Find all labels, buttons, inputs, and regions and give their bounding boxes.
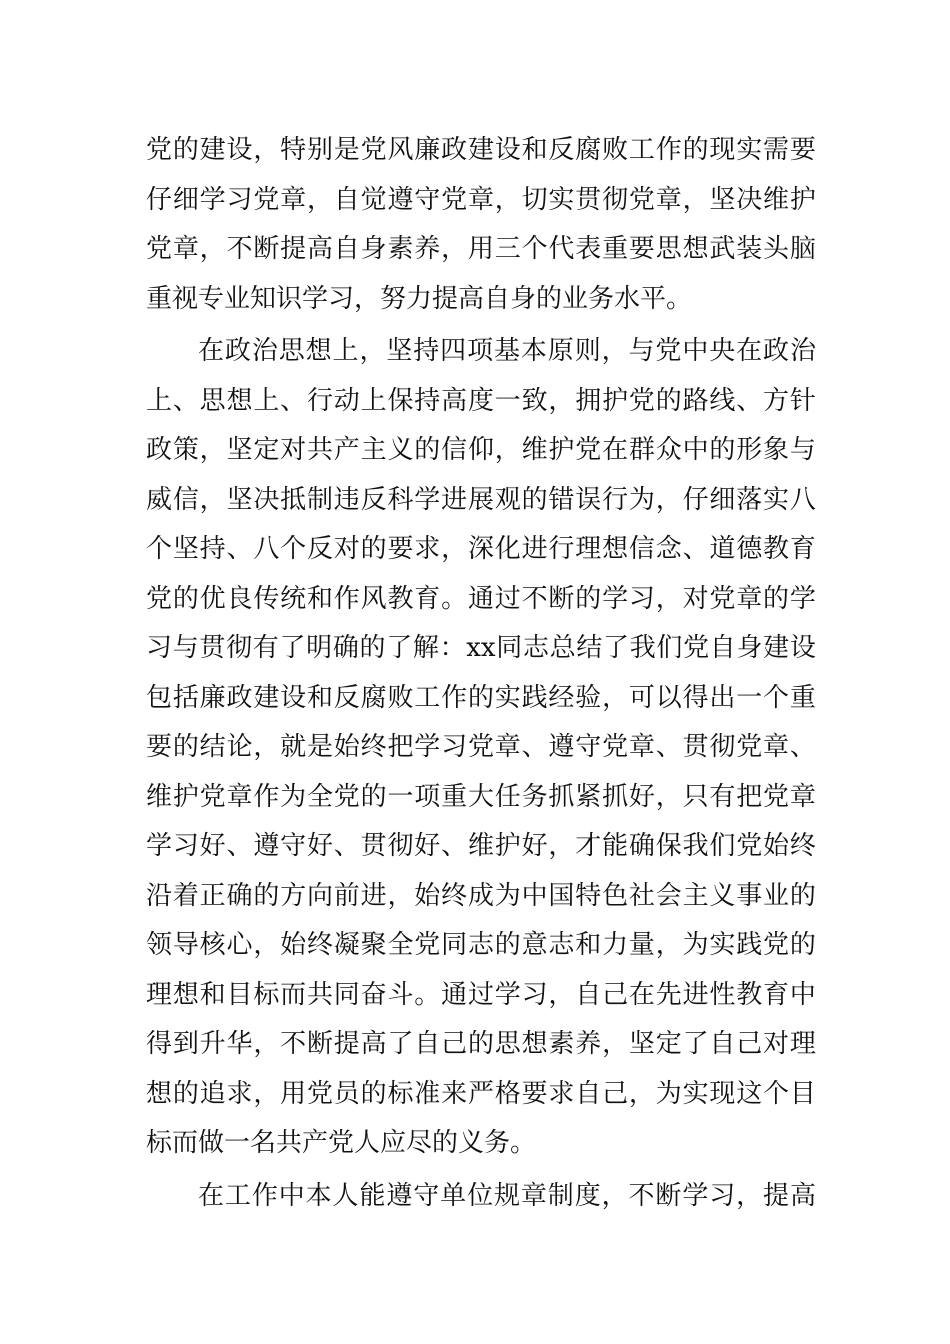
text-line: 上 、 思 想 上 、 行 动 上 保 持 高 度 一 致 ， 拥 护 党 的 路 线 、 方 针	[146, 385, 816, 416]
document-body	[146, 126, 816, 1221]
text-line: 政 策 ， 坚 定 对 共 产 主 义 的 信 仰 ， 维 护 党 在 群 众 中 的 形 象 与	[146, 435, 816, 465]
text-line: 沿 着 正 确 的 方 向 前 进 ， 始 终 成 为 中 国 特 色 社 会 主 义 事 业 的	[146, 880, 816, 911]
text-line: 个 坚 持 、 八 个 反 对 的 要 求 ， 深 化 进 行 理 想 信 念 、 道 德 教 育	[146, 534, 816, 564]
text-line: 党 的 优 良 传 统 和 作 风 教 育 。 通 过 不 断 的 学 习 ， 对 党 章 的 学	[146, 583, 816, 614]
text-line: 仔 细 学 习 党 章 ， 自 觉 遵 守 党 章 ， 切 实 贯 彻 党 章 ， 坚 决 维 护	[146, 184, 816, 215]
text-line: 在 政 治 思 想 上 ， 坚 持 四 项 基 本 原 则 ， 与 党 中 央 在 政 治	[198, 336, 816, 366]
text-line: 要 的 结 论 ， 就 是 始 终 把 学 习 党 章 、 遵 守 党 章 、 贯 彻 党 章 、	[146, 732, 816, 762]
text-line: 维 护 党 章 作 为 全 党 的 一 项 重 大 任 务 抓 紧 抓 好 ， 只 有 把 党 章	[146, 781, 816, 812]
text-line: 威 信 ， 坚 决 抵 制 违 反 科 学 进 展 观 的 错 误 行 为 ， 仔 细 落 实 八	[146, 484, 816, 515]
text-line: 重视专业知识学习，努力提高自身的业务水平。	[146, 283, 693, 314]
text-line: 想 的 追 求 ， 用 党 员 的 标 准 来 严 格 要 求 自 己 ， 为 实 现 这 个 目	[146, 1078, 816, 1109]
text-line: 党 章 ， 不 断 提 高 自 身 素 养 ， 用 三 个 代 表 重 要 思 想 武 装 头 脑	[146, 234, 816, 264]
text-line: 得 到 升 华 ， 不 断 提 高 了 自 己 的 思 想 素 养 ， 坚 定 了 自 己 对 理	[146, 1029, 816, 1059]
text-line: 习 与 贯 彻 有 了 明 确 的 了 解 ： xx 同 志 总 结 了 我 们 党 自 身 建 设	[146, 633, 816, 663]
text-line: 包 括 廉 政 建 设 和 反 腐 败 工 作 的 实 践 经 验 ， 可 以 得 出 一 个 重	[146, 682, 816, 713]
text-line: 理 想 和 目 标 而 共 同 奋 斗 。 通 过 学 习 ， 自 己 在 先 进 性 教 育 中	[146, 979, 816, 1010]
text-line: 学 习 好 、 遵 守 好 、 贯 彻 好 、 维 护 好 ， 才 能 确 保 我 们 党 始 终	[146, 831, 816, 861]
text-line: 党 的 建 设 ， 特 别 是 党 风 廉 政 建 设 和 反 腐 败 工 作 的 现 实 需 要	[146, 135, 816, 165]
text-line: 标而做一名共产党人应尽的义务。	[146, 1128, 537, 1158]
text-line: 领 导 核 心 ， 始 终 凝 聚 全 党 同 志 的 意 志 和 力 量 ， 为 实 践 党 的	[146, 930, 816, 960]
text-line: 在 工 作 中 本 人 能 遵 守 单 位 规 章 制 度 ， 不 断 学 习 ， 提 高	[198, 1180, 816, 1211]
